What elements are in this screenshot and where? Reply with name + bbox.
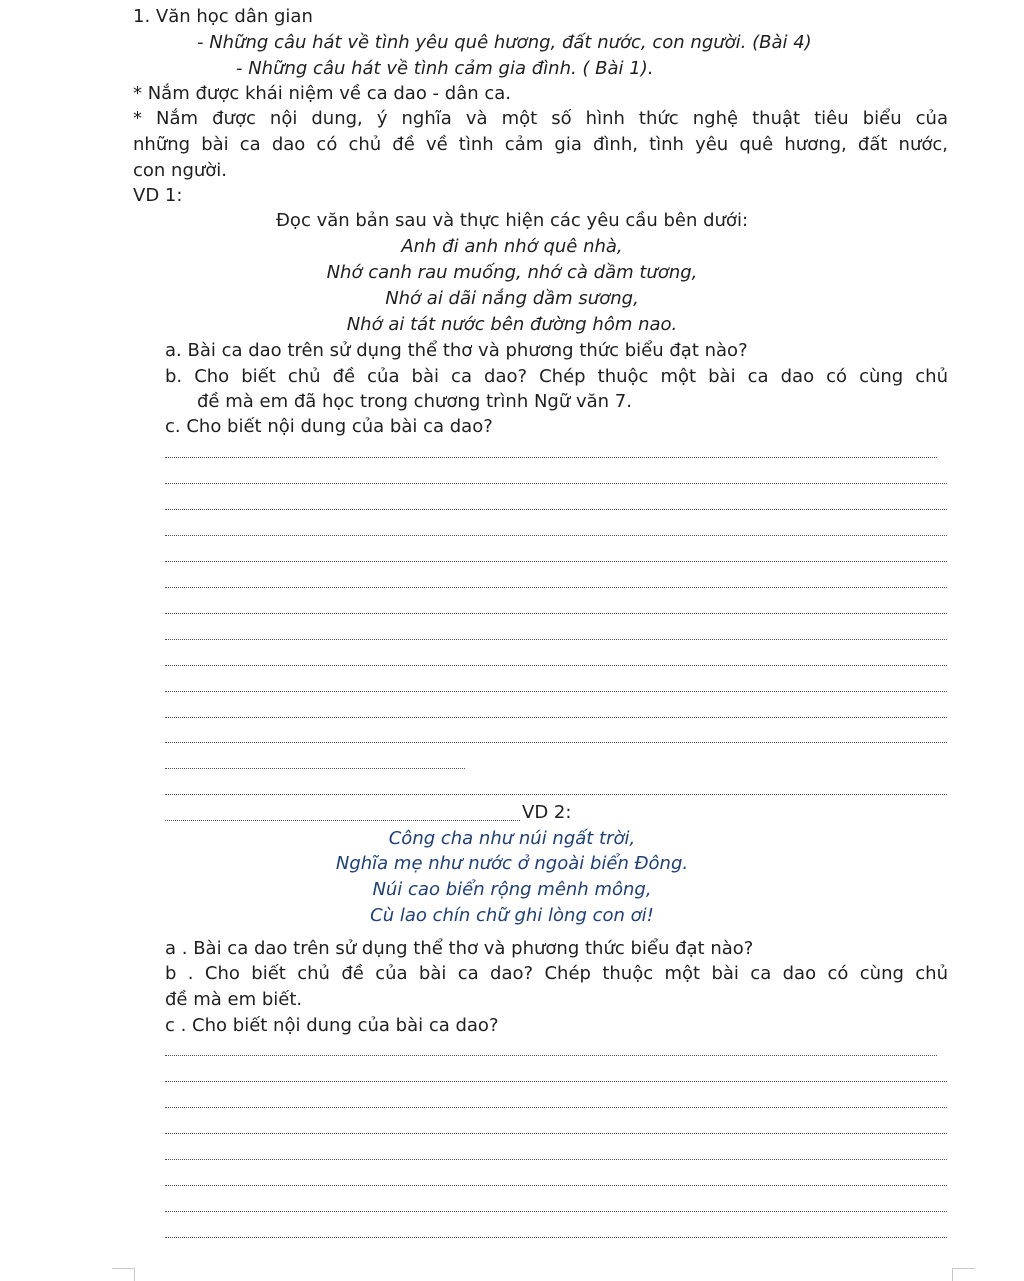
vd1-answer-line[interactable] bbox=[165, 509, 947, 510]
vd1-answer-line[interactable] bbox=[165, 665, 947, 666]
vd1-question-b-line-1: b. Cho biết chủ đề của bài ca dao? Chép thuộc một bài ca dao có cùng chủ bbox=[165, 366, 948, 387]
vd1-label: VD 1: bbox=[133, 185, 183, 206]
vd1-answer-line[interactable] bbox=[165, 561, 947, 562]
vd2-poem-line-4: Cù lao chín chữ ghi lòng con ơi! bbox=[370, 905, 654, 926]
vd2-question-c: c . Cho biết nội dung của bài ca dao? bbox=[165, 1015, 499, 1036]
vd2-answer-line[interactable] bbox=[165, 1081, 947, 1082]
vd1-answer-line[interactable] bbox=[165, 483, 947, 484]
page-corner-mark-right bbox=[952, 1268, 975, 1281]
vd1-answer-line[interactable] bbox=[165, 717, 947, 718]
vd1-poem-line-1: Anh đi anh nhớ quê nhà, bbox=[401, 236, 623, 257]
vd1-poem-line-3: Nhớ ai dãi nắng dầm sương, bbox=[385, 288, 639, 309]
vd1-answer-line[interactable] bbox=[165, 457, 937, 458]
vd1-instruction: Đọc văn bản sau và thực hiện các yêu cầu bên dưới: bbox=[275, 210, 749, 231]
vd1-question-b-line-2: đề mà em đã học trong chương trình Ngữ văn 7. bbox=[197, 391, 632, 412]
vd1-question-a: a. Bài ca dao trên sử dụng thể thơ và phương thức biểu đạt nào? bbox=[165, 340, 748, 361]
section-title: 1. Văn học dân gian bbox=[133, 6, 313, 27]
objective-1: * Nắm được khái niệm về ca dao - dân ca. bbox=[133, 83, 511, 104]
vd2-answer-line[interactable] bbox=[165, 1107, 947, 1108]
vd1-answer-line[interactable] bbox=[165, 794, 947, 795]
vd2-answer-line[interactable] bbox=[165, 1055, 937, 1056]
vd2-answer-line[interactable] bbox=[165, 1185, 947, 1186]
vd1-poem-line-2: Nhớ canh rau muống, nhớ cà dầm tương, bbox=[326, 262, 698, 283]
vd2-question-b-line-2: đề mà em biết. bbox=[165, 989, 303, 1010]
objective-2-line-1: * Nắm được nội dung, ý nghĩa và một số hình thức nghệ thuật tiêu biểu của bbox=[133, 108, 948, 129]
topic-line-2: - Những câu hát về tình cảm gia đình. ( Bài 1). bbox=[236, 58, 654, 79]
vd2-answer-line[interactable] bbox=[165, 1237, 947, 1238]
objective-2-line-2: những bài ca dao có chủ đề về tình cảm gia đình, tình yêu quê hương, đất nước, bbox=[133, 134, 948, 155]
vd1-answer-line[interactable] bbox=[165, 768, 465, 769]
topic-line-1: - Những câu hát về tình yêu quê hương, đất nước, con người. (Bài 4) bbox=[197, 32, 812, 53]
page-corner-mark-left bbox=[112, 1268, 135, 1281]
vd1-answer-line[interactable] bbox=[165, 742, 947, 743]
vd1-answer-line[interactable] bbox=[165, 613, 947, 614]
vd2-question-b-line-1: b . Cho biết chủ đề của bài ca dao? Chép thuộc một bài ca dao có cùng chủ bbox=[165, 963, 948, 984]
vd2-answer-line[interactable] bbox=[165, 1159, 947, 1160]
vd1-answer-line[interactable] bbox=[165, 820, 520, 821]
vd2-answer-line[interactable] bbox=[165, 1211, 947, 1212]
vd1-question-c: c. Cho biết nội dung của bài ca dao? bbox=[165, 416, 493, 437]
objective-2-line-3: con người. bbox=[133, 160, 228, 181]
vd2-answer-line[interactable] bbox=[165, 1133, 947, 1134]
vd1-answer-line[interactable] bbox=[165, 535, 947, 536]
vd1-poem-line-4: Nhớ ai tát nước bên đường hôm nao. bbox=[346, 314, 678, 335]
vd1-answer-line[interactable] bbox=[165, 691, 947, 692]
vd2-poem-line-2: Nghĩa mẹ như nước ở ngoài biển Đông. bbox=[335, 853, 689, 874]
vd1-answer-line[interactable] bbox=[165, 639, 947, 640]
vd2-poem-line-3: Núi cao biển rộng mênh mông, bbox=[372, 879, 652, 900]
vd1-answer-line[interactable] bbox=[165, 587, 947, 588]
vd2-poem-line-1: Công cha như núi ngất trời, bbox=[388, 828, 636, 849]
vd2-label: VD 2: bbox=[522, 802, 572, 823]
vd2-question-a: a . Bài ca dao trên sử dụng thể thơ và phương thức biểu đạt nào? bbox=[165, 938, 754, 959]
